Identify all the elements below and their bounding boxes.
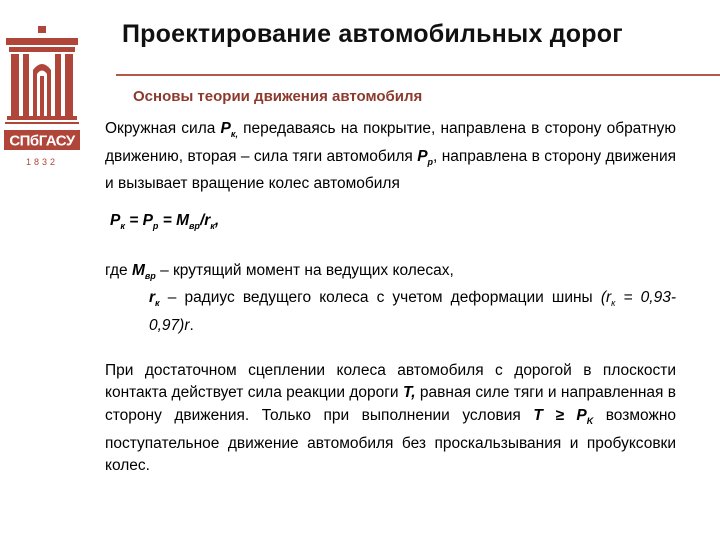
symbol-subscript: K: [586, 415, 594, 426]
formula-part: ,: [214, 211, 220, 229]
text-segment: – крутящий момент на ведущих колесах,: [155, 261, 454, 279]
section-subtitle: Основы теории движения автомобиля: [133, 88, 423, 105]
formula-part: = P: [124, 211, 153, 229]
formula-part: P: [110, 211, 121, 229]
text-segment: – радиус ведущего колеса с учетом деформации шины: [159, 289, 601, 307]
svg-text:1832: 1832: [25, 157, 59, 167]
symbol-subscript: р: [427, 156, 434, 167]
symbol-subscript: к: [155, 298, 160, 309]
spacer: [105, 238, 676, 260]
paragraph-adhesion: [105, 360, 676, 478]
text-segment: передаваясь на покрытие, направлена в сторону обратную движению, вторая – сила тяги автомобиля: [105, 120, 677, 165]
formula-part: /r: [199, 211, 211, 229]
title-divider: [116, 74, 720, 76]
symbol-subscript: к,: [230, 129, 238, 140]
symbol-t: T,: [402, 384, 416, 402]
formula-part: = M: [158, 211, 189, 229]
building-emblem-icon: [4, 12, 80, 170]
symbol-letter: M: [131, 261, 145, 279]
symbol-pp: [417, 148, 433, 165]
text-segment: Окружная сила: [105, 120, 221, 137]
spacer: [105, 338, 676, 360]
definition-torque: [105, 260, 676, 288]
symbol-letter: P: [220, 120, 231, 137]
symbol-rk: [149, 289, 160, 309]
formula-subscript: р: [152, 221, 159, 232]
slide-body: [105, 118, 676, 478]
definition-radius: [105, 287, 676, 337]
svg-text:СПбГАСУ: СПбГАСУ: [9, 132, 75, 150]
symbol-subscript: к: [611, 298, 616, 309]
paragraph-traction-force: [105, 118, 676, 196]
condition: [533, 407, 593, 424]
symbol-subscript: вр: [144, 270, 156, 281]
text-segment: (r: [600, 289, 612, 307]
text-segment: возможно поступательное движение автомобиля без проскальзывания и пробуксовки колес.: [105, 406, 677, 475]
formula-subscript: к: [120, 221, 125, 232]
formula: [110, 210, 676, 238]
symbol-pk: [220, 120, 238, 140]
formula-subscript: к: [210, 221, 215, 232]
text-segment: T ≥ P: [533, 406, 587, 424]
university-logo: [4, 12, 80, 170]
text-segment: = 0,93-0,97)r: [149, 289, 676, 335]
text-segment: где: [105, 261, 132, 279]
text-segment: равная силе тяги и направленная в сторону движения. Только при выполнении условия: [105, 384, 676, 424]
formula-subscript: вр: [189, 221, 200, 232]
symbol-mvr: [132, 262, 156, 279]
symbol-letter: P: [417, 147, 428, 165]
text-segment: .: [189, 317, 194, 335]
page-title: Проектирование автомобильных дорог: [122, 20, 623, 48]
text-segment: При достаточном сцеплении колеса автомобиля с дорогой в плоскости контакта действует сила реакции дороги: [105, 361, 676, 402]
text-segment: , направлена в сторону движения и вызывает вращение колес автомобиля: [105, 147, 677, 193]
symbol-letter: r: [149, 289, 156, 307]
